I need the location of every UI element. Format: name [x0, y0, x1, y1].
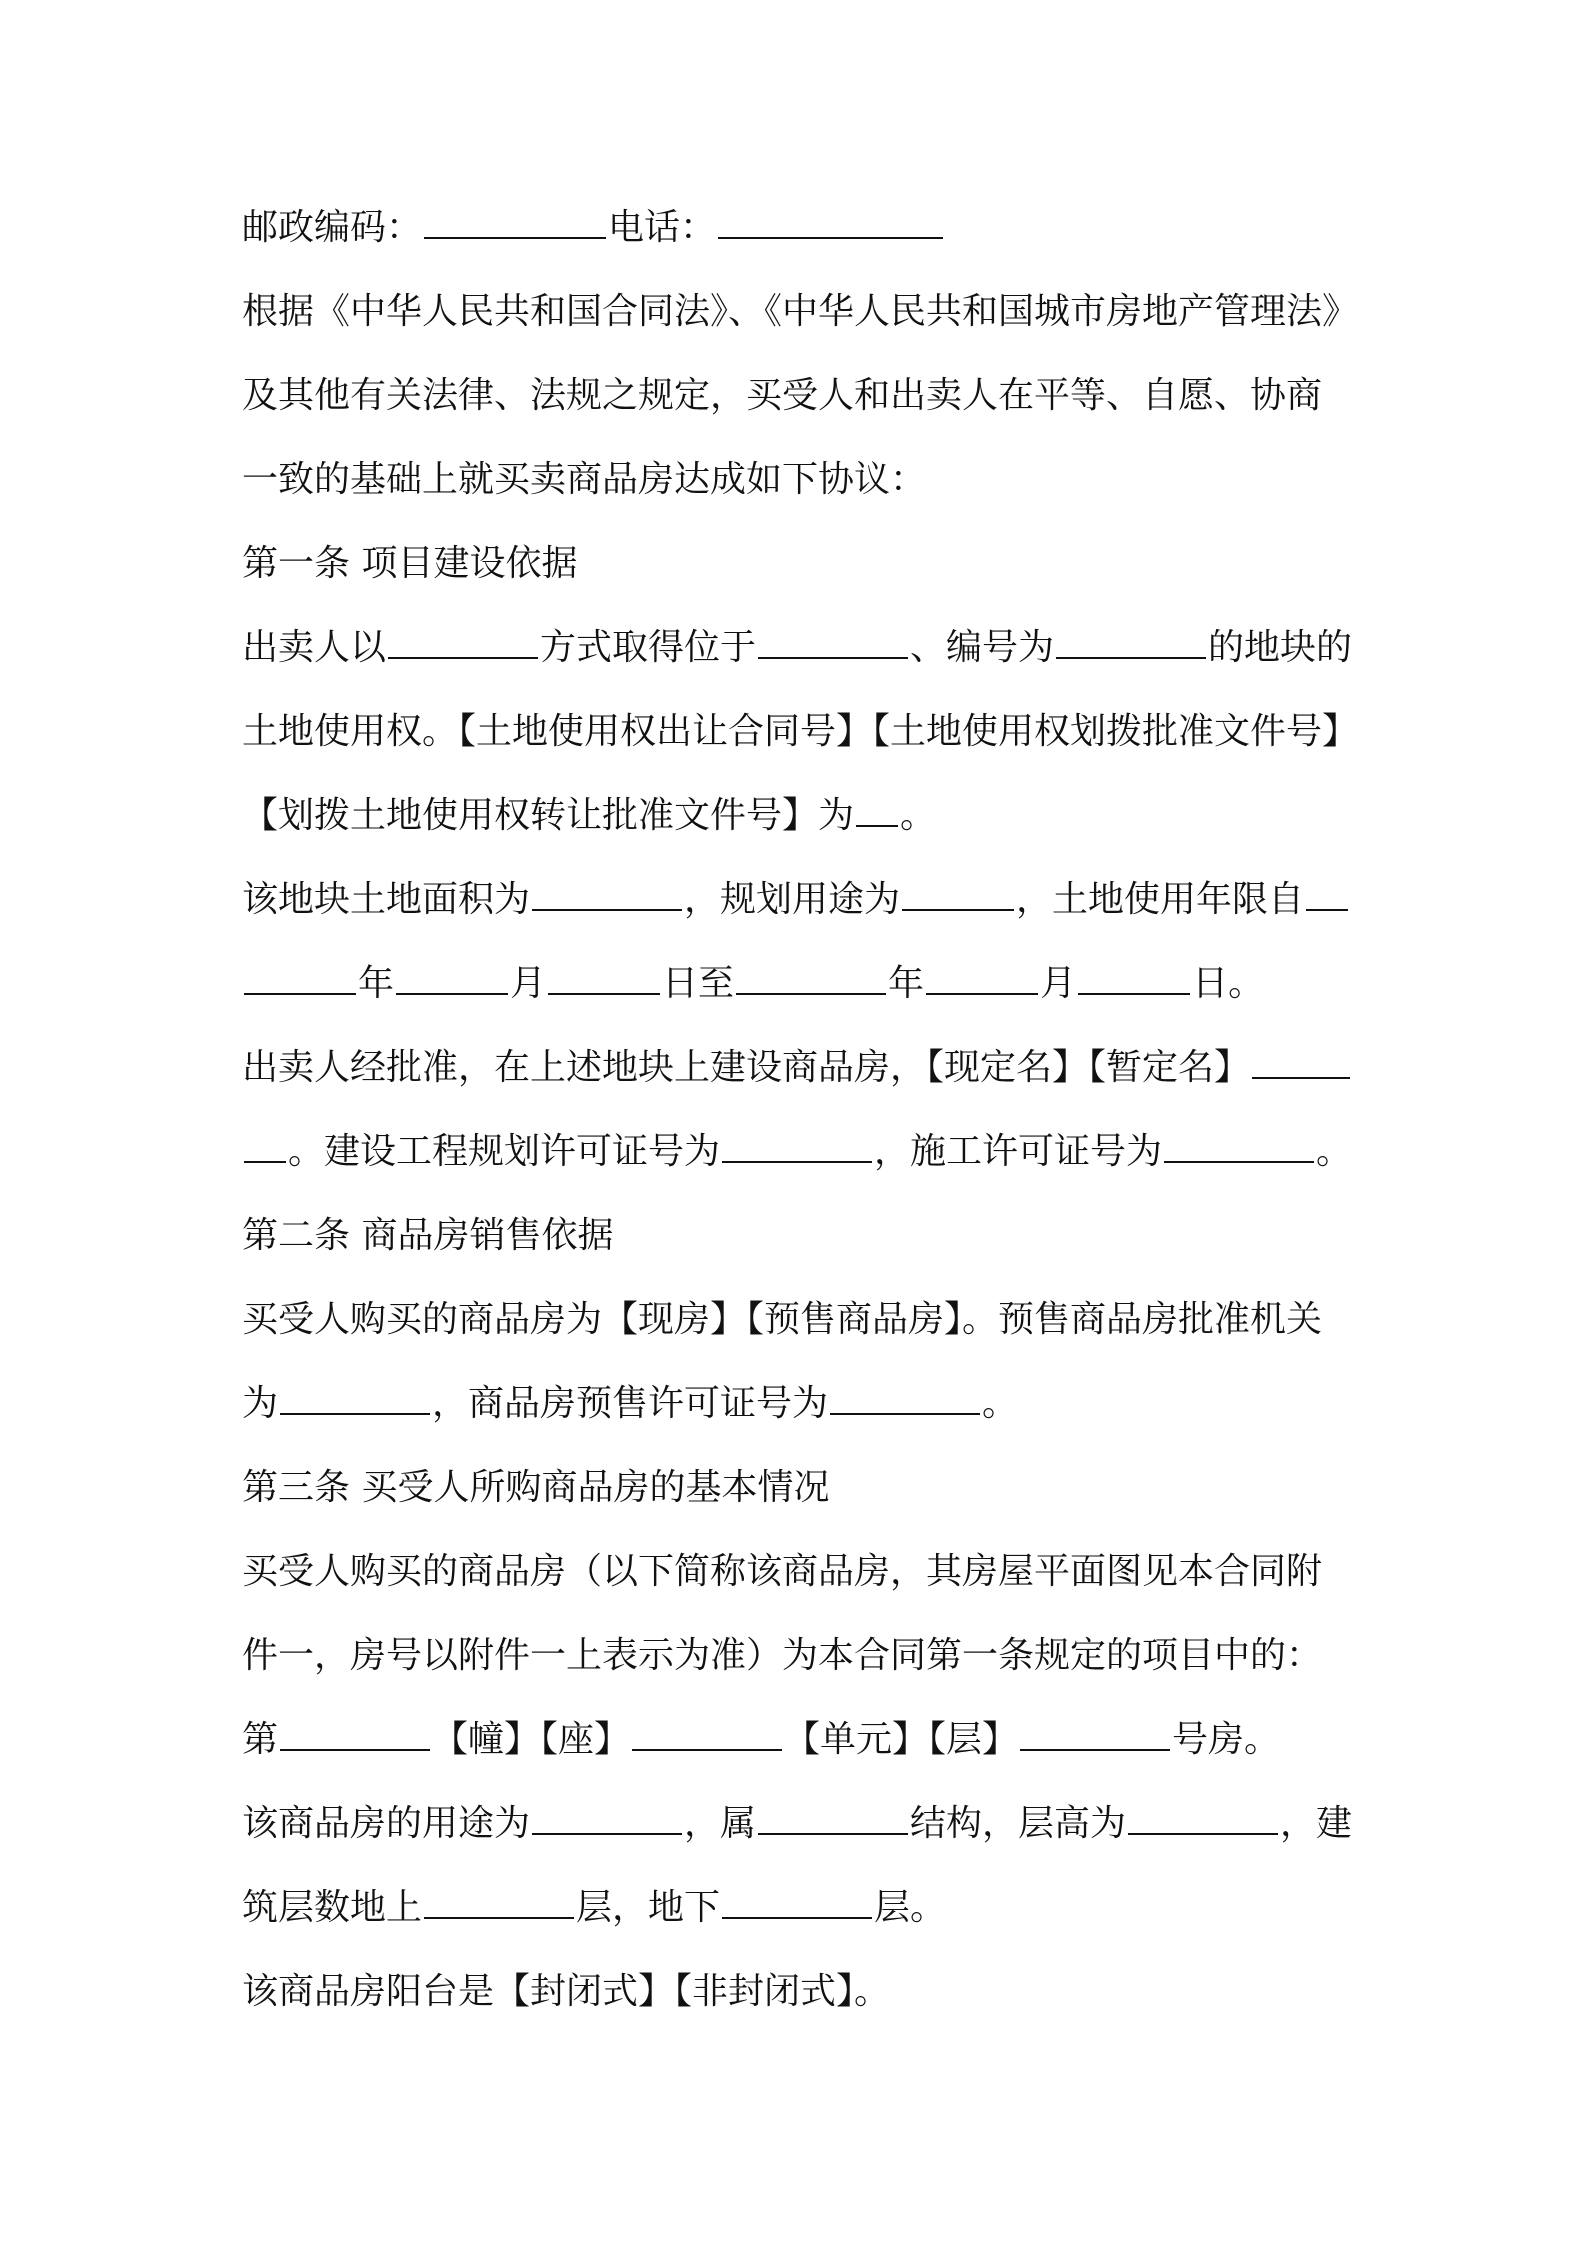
text-segment: 筑层数地上 [242, 1887, 423, 1928]
fill-blank [856, 825, 898, 827]
text-segment: 土地使用权。【土地使用权出让合同号】【土地使用权划拨批准文件号】 [242, 711, 1359, 752]
text-segment: 为 [242, 1383, 279, 1424]
label-postcode: 邮政编码： [242, 207, 423, 248]
text-line [242, 1124, 1352, 1180]
fill-blank [758, 1833, 908, 1835]
text-segment: 【幢】【座】 [432, 1719, 631, 1760]
text-segment: 日。 [1192, 963, 1265, 1004]
text-segment: 【划拨土地使用权转让批准文件号】为 [242, 795, 855, 836]
text-line [242, 1796, 1352, 1852]
article-heading [242, 1460, 829, 1516]
text-segment: 该商品房的用途为 [242, 1803, 531, 1844]
fill-blank [532, 909, 682, 911]
text-segment: 的地块的 [1208, 627, 1353, 668]
text-line [242, 452, 926, 508]
fill-blank [396, 993, 508, 995]
text-segment: 年 [888, 963, 925, 1004]
text-segment: 层，地下 [576, 1887, 721, 1928]
fill-blank [1252, 1077, 1350, 1079]
text-segment: 买受人购买的商品房（以下简称该商品房，其房屋平面图见本合同附 [242, 1551, 1323, 1592]
fill-blank [1078, 993, 1190, 995]
fill-blank [388, 657, 538, 659]
fill-blank [1056, 657, 1206, 659]
postcode-blank [424, 237, 606, 239]
text-segment: 该商品房阳台是【封闭式】【非封闭式】。 [242, 1971, 891, 2012]
text-line [242, 788, 936, 844]
text-segment: 。 [982, 1383, 1019, 1424]
fill-blank [280, 1749, 430, 1751]
fill-blank [532, 1833, 682, 1835]
text-segment: 层。 [874, 1887, 947, 1928]
text-line [242, 1712, 1280, 1768]
fill-blank [830, 1413, 980, 1415]
fill-blank [1128, 1833, 1278, 1835]
article-heading [242, 536, 577, 592]
fill-blank [722, 1917, 872, 1919]
text-segment: ，属 [684, 1803, 757, 1844]
text-segment: 、编号为 [910, 627, 1055, 668]
text-segment: 件一，房号以附件一上表示为准）为本合同第一条规定的项目中的： [242, 1635, 1323, 1676]
fill-blank [736, 993, 886, 995]
text-segment: 方式取得位于 [540, 627, 757, 668]
text-segment: ，土地使用年限自 [1016, 879, 1305, 920]
fill-blank [1164, 1161, 1314, 1163]
article-3-heading: 第三条 买受人所购商品房的基本情况 [242, 1467, 830, 1508]
text-line [242, 1964, 890, 2020]
text-line [242, 704, 1358, 760]
text-segment: 日至 [662, 963, 735, 1004]
phone-blank [718, 237, 943, 239]
text-line [242, 1040, 1352, 1096]
text-segment: 月 [510, 963, 547, 1004]
text-line [242, 1544, 1322, 1600]
fill-blank [1306, 909, 1348, 911]
text-segment: 号房。 [1172, 1719, 1281, 1760]
preamble-text: 一致的基础上就买卖商品房达成如下协议： [242, 459, 927, 500]
text-line [242, 368, 1322, 424]
text-segment: 出卖人以 [242, 627, 387, 668]
article-2-heading: 第二条 商品房销售依据 [242, 1215, 614, 1256]
text-segment: 结构，层高为 [910, 1803, 1127, 1844]
fill-blank [722, 1161, 872, 1163]
text-line [242, 1376, 1018, 1432]
article-heading [242, 1208, 613, 1264]
fill-blank [1020, 1749, 1170, 1751]
label-phone: 电话： [608, 207, 717, 248]
article-1-heading: 第一条 项目建设依据 [242, 543, 578, 584]
text-segment: 月 [1040, 963, 1077, 1004]
fill-blank [244, 1161, 286, 1163]
fill-blank [902, 909, 1014, 911]
text-segment: 第 [242, 1719, 279, 1760]
fill-blank [632, 1749, 782, 1751]
fill-blank [424, 1917, 574, 1919]
text-segment: ，商品房预售许可证号为 [432, 1383, 829, 1424]
text-segment: ，建 [1280, 1803, 1353, 1844]
text-segment: 买受人购买的商品房为【现房】【预售商品房】。预售商品房批准机关 [242, 1299, 1323, 1340]
text-line [242, 620, 1352, 676]
fill-blank [548, 993, 660, 995]
text-line [242, 1628, 1322, 1684]
text-segment: 年 [358, 963, 395, 1004]
text-segment: 。建设工程规划许可证号为 [288, 1131, 721, 1172]
text-segment: 。 [900, 795, 937, 836]
text-line [242, 284, 1358, 340]
text-segment: 出卖人经批准，在上述地块上建设商品房，【现定名】【暂定名】 [242, 1047, 1251, 1088]
fill-blank [244, 993, 356, 995]
text-segment: ，施工许可证号为 [874, 1131, 1163, 1172]
text-segment: ，规划用途为 [684, 879, 901, 920]
text-line [242, 200, 945, 256]
text-line [242, 1880, 946, 1936]
text-line [242, 956, 1264, 1012]
preamble-text: 根据《中华人民共和国合同法》、《中华人民共和国城市房地产管理法》 [242, 291, 1359, 332]
fill-blank [926, 993, 1038, 995]
text-line [242, 1292, 1322, 1348]
text-segment: 。 [1316, 1131, 1353, 1172]
fill-blank [758, 657, 908, 659]
preamble-text: 及其他有关法律、法规之规定，买受人和出卖人在平等、自愿、协商 [242, 375, 1323, 416]
text-segment: 【单元】【层】 [784, 1719, 1019, 1760]
text-line [242, 872, 1350, 928]
fill-blank [280, 1413, 430, 1415]
text-segment: 该地块土地面积为 [242, 879, 531, 920]
